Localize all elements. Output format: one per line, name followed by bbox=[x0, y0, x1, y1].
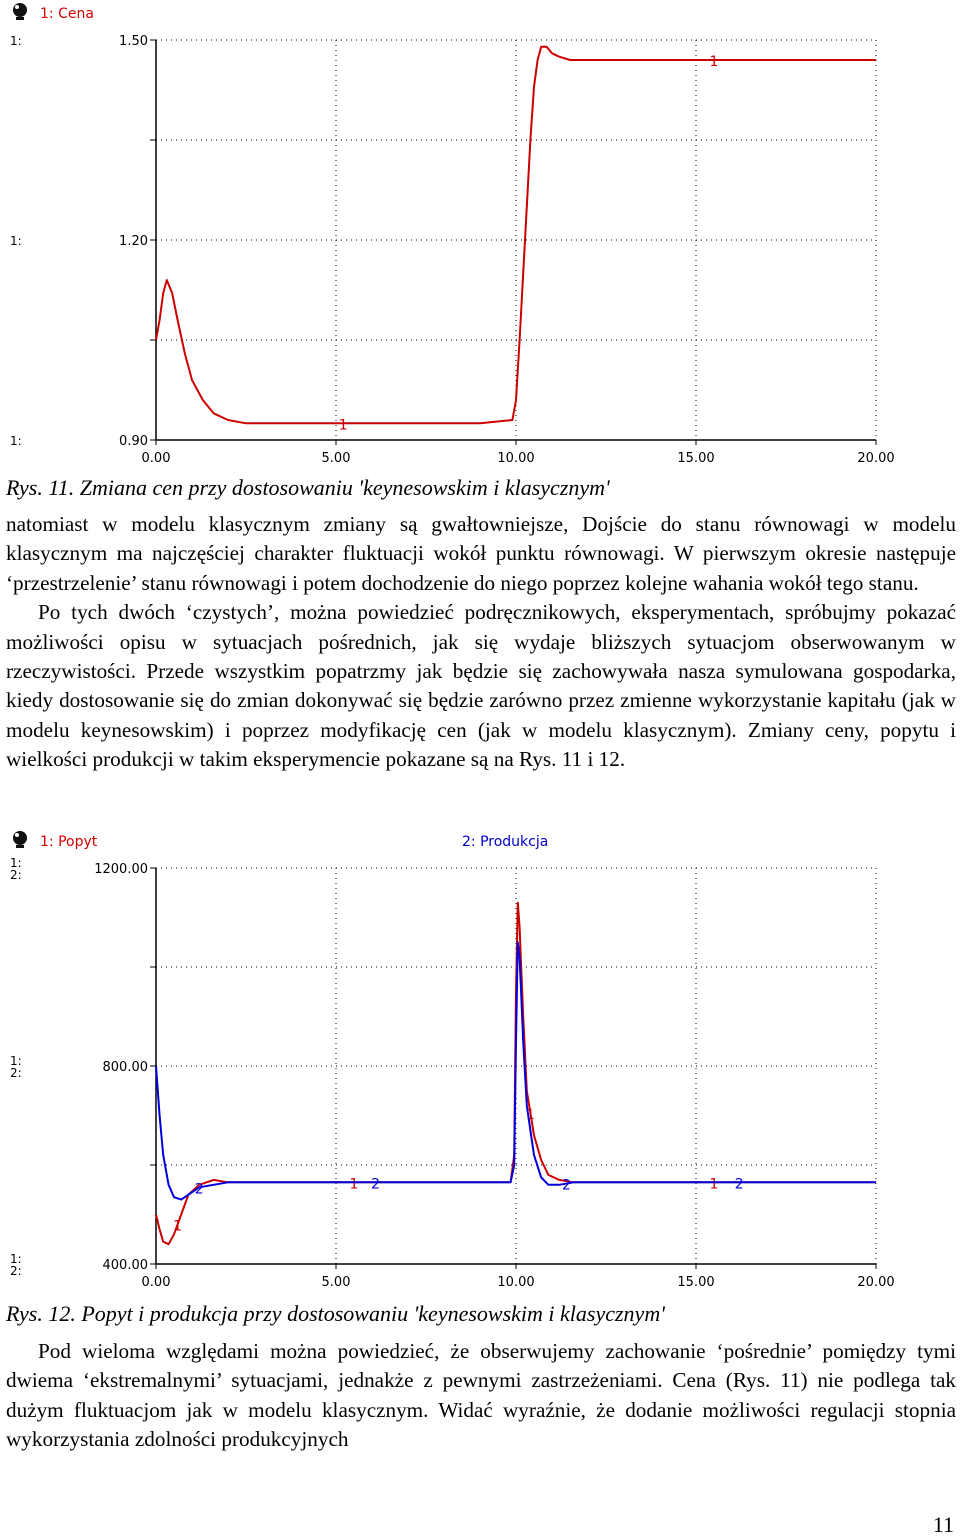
figure-11-caption: Rys. 11. Zmiana cen przy dostosowaniu 'keynesowskim i klasycznym' bbox=[6, 475, 610, 500]
page-number: 11 bbox=[932, 1512, 954, 1537]
legend-label: 2: Produkcja bbox=[462, 834, 549, 850]
text-block-2 bbox=[6, 1337, 956, 1455]
x-tick-label: 0.00 bbox=[141, 1275, 171, 1290]
globe-pin-icon bbox=[13, 3, 27, 20]
y-tick-label: 1.20 bbox=[119, 234, 148, 249]
y-tick-label: 1.50 bbox=[119, 34, 148, 49]
x-tick-label: 20.00 bbox=[857, 451, 895, 466]
series-marker-2: 2 bbox=[371, 1176, 381, 1193]
x-tick-label: 5.00 bbox=[321, 451, 351, 466]
axis-prefix-label: 1: bbox=[10, 856, 22, 870]
series-marker-2: 2 bbox=[734, 1176, 744, 1193]
chart-demand-production-svg bbox=[0, 826, 960, 1296]
series-marker-1: 1 bbox=[709, 54, 719, 70]
series-marker-2: 2 bbox=[194, 1181, 204, 1198]
axis-prefix-label: 2: bbox=[10, 1264, 22, 1278]
text-block-1 bbox=[6, 510, 956, 775]
series-marker-1: 1 bbox=[525, 1107, 535, 1124]
y-tick-label: 0.90 bbox=[119, 434, 148, 449]
chart-demand-production bbox=[0, 826, 960, 1296]
axis-prefix-label: 2: bbox=[10, 1066, 22, 1080]
figure-12-caption: Rys. 12. Popyt i produkcja przy dostosowaniu 'keynesowskim i klasycznym' bbox=[6, 1301, 665, 1326]
series-marker-1: 1 bbox=[338, 417, 348, 434]
series-marker-1: 1 bbox=[349, 1176, 359, 1193]
x-tick-label: 5.00 bbox=[321, 1275, 351, 1290]
x-tick-label: 10.00 bbox=[497, 1275, 535, 1290]
series-marker-1: 1 bbox=[709, 1176, 719, 1193]
paragraph: Po tych dwóch ‘czystych’, można powiedzieć podręcznikowych, eksperymentach, spróbujmy pokazać możliwości opisu w sytuacjach pośrednich, jak się wydaje bliższych sytuacjom obserwowanym w rzeczywistości. Przede wszystkim popatrzmy jak będzie się zachowywała nasza symulowana gospodarka, kiedy dostosowanie się do zmian dokonywać się będzie zarówno przez zmienne wykorzystanie kapitału (jak w modelu keynesowskim) i poprzez modyfikację cen (jak w modelu klasycznym). Zmiany ceny, popytu i wielkości produkcji w takim eksperymencie pokazane są na Rys. 11 i 12. bbox=[6, 600, 956, 772]
x-tick-label: 15.00 bbox=[677, 1275, 715, 1290]
icon-shape bbox=[15, 833, 19, 837]
x-tick-label: 20.00 bbox=[857, 1275, 895, 1290]
y-tick-label: 400.00 bbox=[102, 1258, 148, 1273]
icon-shape bbox=[15, 5, 19, 9]
axis-prefix-label: 1: bbox=[10, 234, 22, 248]
series-line-1 bbox=[156, 47, 876, 424]
icon-shape bbox=[13, 831, 27, 845]
axis-prefix-label: 2: bbox=[10, 868, 22, 882]
series-marker-2: 2 bbox=[561, 1177, 571, 1194]
x-tick-label: 0.00 bbox=[141, 451, 171, 466]
x-tick-label: 15.00 bbox=[677, 451, 715, 466]
legend-label: 1: Popyt bbox=[40, 834, 98, 850]
chart-price bbox=[0, 0, 960, 470]
icon-shape bbox=[13, 3, 27, 17]
paragraph: Pod wieloma względami można powiedzieć, że obserwujemy zachowanie ‘pośrednie’ pomiędzy tymi dwiema ‘ekstremalnymi’ sytuacjami, jednakże z pewnymi zastrzeżeniami. Cena (Rys. 11) nie podlega tak dużym fluktuacjom jak w modelu klasycznym. Widać wyraźnie, że dodanie możliwości regulacji stopnia wykorzystania zdolności produkcyjnych bbox=[6, 1339, 956, 1452]
y-tick-label: 800.00 bbox=[102, 1060, 148, 1075]
x-tick-label: 10.00 bbox=[497, 451, 535, 466]
axis-prefix-label: 1: bbox=[10, 34, 22, 48]
axis-prefix-label: 1: bbox=[10, 434, 22, 448]
series-marker-1: 1 bbox=[173, 1218, 183, 1235]
axis-prefix-label: 1: bbox=[10, 1054, 22, 1068]
globe-pin-icon bbox=[13, 831, 27, 848]
y-tick-label: 1200.00 bbox=[94, 862, 148, 877]
chart-price-svg bbox=[0, 0, 960, 470]
axis-prefix-label: 1: bbox=[10, 1252, 22, 1266]
icon-shape bbox=[16, 17, 24, 20]
icon-shape bbox=[16, 845, 24, 848]
paragraph: natomiast w modelu klasycznym zmiany są gwałtowniejsze, Dojście do stanu równowagi w modelu klasycznym ma najczęściej charakter fluktuacji wokół punktu równowagi. W pierwszym okresie następuje ‘przestrzelenie’ stanu równowagi i potem dochodzenie do niego poprzez kolejne wahania wokół tego stanu. bbox=[6, 512, 956, 595]
legend-label: 1: Cena bbox=[40, 6, 94, 22]
